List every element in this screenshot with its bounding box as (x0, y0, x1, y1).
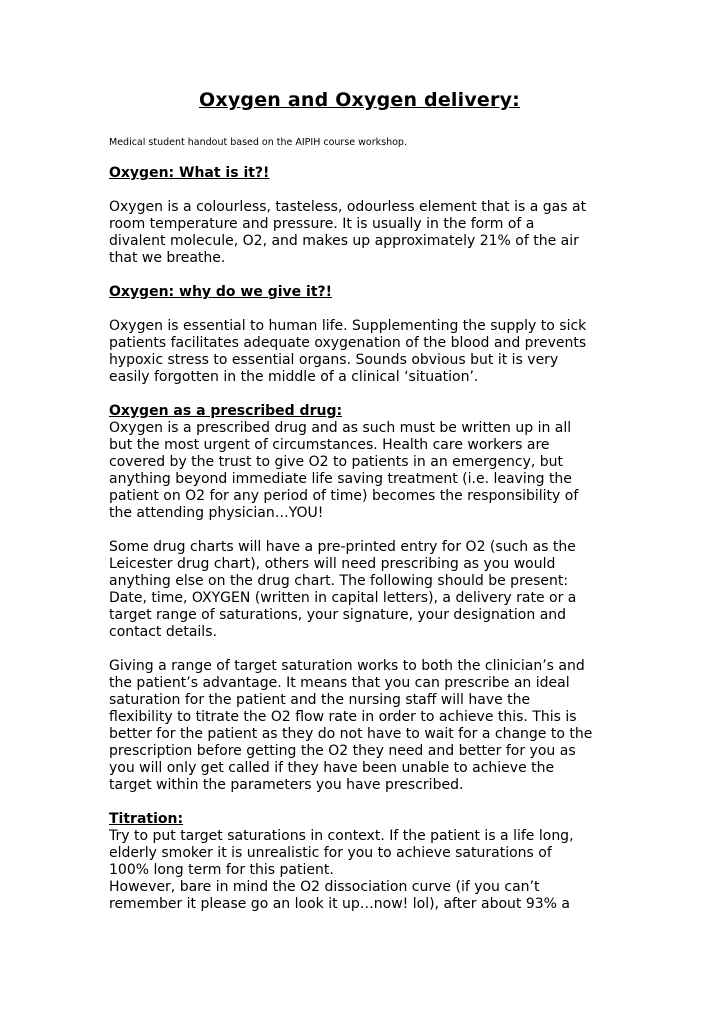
text-line: Try to put target saturations in context. If the patient is a life long, (109, 828, 574, 844)
spacer (109, 386, 619, 403)
paragraph (109, 828, 619, 913)
text-line: Oxygen is a prescribed drug and as such must be written up in all (109, 420, 572, 436)
text-line: Oxygen is a colourless, tasteless, odourless element that is a gas at (109, 199, 587, 215)
section-heading: Oxygen: why do we give it?! (109, 284, 333, 300)
section (109, 811, 619, 913)
text-line: hypoxic stress to essential organs. Sounds obvious but it is very (109, 352, 559, 368)
spacer (109, 182, 619, 199)
text-line: but the most urgent of circumstances. Health care workers are (109, 437, 550, 453)
text-line: flexibility to titrate the O2 flow rate in order to achieve this. This is (109, 709, 577, 725)
text-line: the patient’s advantage. It means that you can prescribe an ideal (109, 675, 570, 691)
spacer (109, 522, 619, 539)
text-line: target range of saturations, your signature, your designation and (109, 607, 567, 623)
paragraph (109, 420, 619, 522)
text-line: saturation for the patient and the nursing staff will have the (109, 692, 531, 708)
text-line: covered by the trust to give O2 to patients in an emergency, but (109, 454, 564, 470)
text-line: Oxygen is essential to human life. Supplementing the supply to sick (109, 318, 587, 334)
text-line: patient on O2 for any period of time) becomes the responsibility of (109, 488, 579, 504)
text-line: that we breathe. (109, 250, 226, 266)
text-line: elderly smoker it is unrealistic for you to achieve saturations of (109, 845, 552, 861)
text-line: anything beyond immediate life saving treatment (i.e. leaving the (109, 471, 572, 487)
text-line: patients facilitates adequate oxygenation of the blood and prevents (109, 335, 587, 351)
page-title: Oxygen and Oxygen delivery: (199, 89, 520, 111)
paragraph (109, 199, 619, 267)
section-heading: Titration: (109, 811, 184, 827)
text-line: easily forgotten in the middle of a clinical ‘situation’. (109, 369, 479, 385)
text-line: 100% long term for this patient. (109, 862, 334, 878)
paragraph (109, 539, 619, 641)
paragraph (109, 318, 619, 386)
page-subtitle: Medical student handout based on the AIPIH course workshop. (109, 137, 407, 148)
section-heading: Oxygen: What is it?! (109, 165, 270, 181)
text-line: divalent molecule, O2, and makes up approximately 21% of the air (109, 233, 579, 249)
text-line: prescription before getting the O2 they need and better for you as (109, 743, 576, 759)
text-line: you will only get called if they have been unable to achieve the (109, 760, 555, 776)
text-line: Giving a range of target saturation works to both the clinician’s and (109, 658, 585, 674)
spacer (109, 301, 619, 318)
text-line: room temperature and pressure. It is usually in the form of a (109, 216, 535, 232)
spacer (109, 641, 619, 658)
text-line: contact details. (109, 624, 217, 640)
text-line: Some drug charts will have a pre-printed entry for O2 (such as the (109, 539, 576, 555)
text-line: Leicester drug chart), others will need prescribing as you would (109, 556, 556, 572)
text-line: the attending physician…YOU! (109, 505, 324, 521)
section (109, 165, 619, 267)
text-line: target within the parameters you have prescribed. (109, 777, 464, 793)
text-line: remember it please go an look it up…now! lol), after about 93% a (109, 896, 571, 912)
text-line: Date, time, OXYGEN (written in capital letters), a delivery rate or a (109, 590, 577, 606)
paragraph (109, 658, 619, 794)
spacer (109, 267, 619, 284)
section (109, 284, 619, 386)
text-line: better for the patient as they do not have to wait for a change to the (109, 726, 593, 742)
section-heading: Oxygen as a prescribed drug: (109, 403, 343, 419)
text-line: However, bare in mind the O2 dissociation curve (if you can’t (109, 879, 540, 895)
spacer (109, 794, 619, 811)
document-body (109, 165, 619, 913)
text-line: anything else on the drug chart. The following should be present: (109, 573, 569, 589)
section (109, 403, 619, 794)
